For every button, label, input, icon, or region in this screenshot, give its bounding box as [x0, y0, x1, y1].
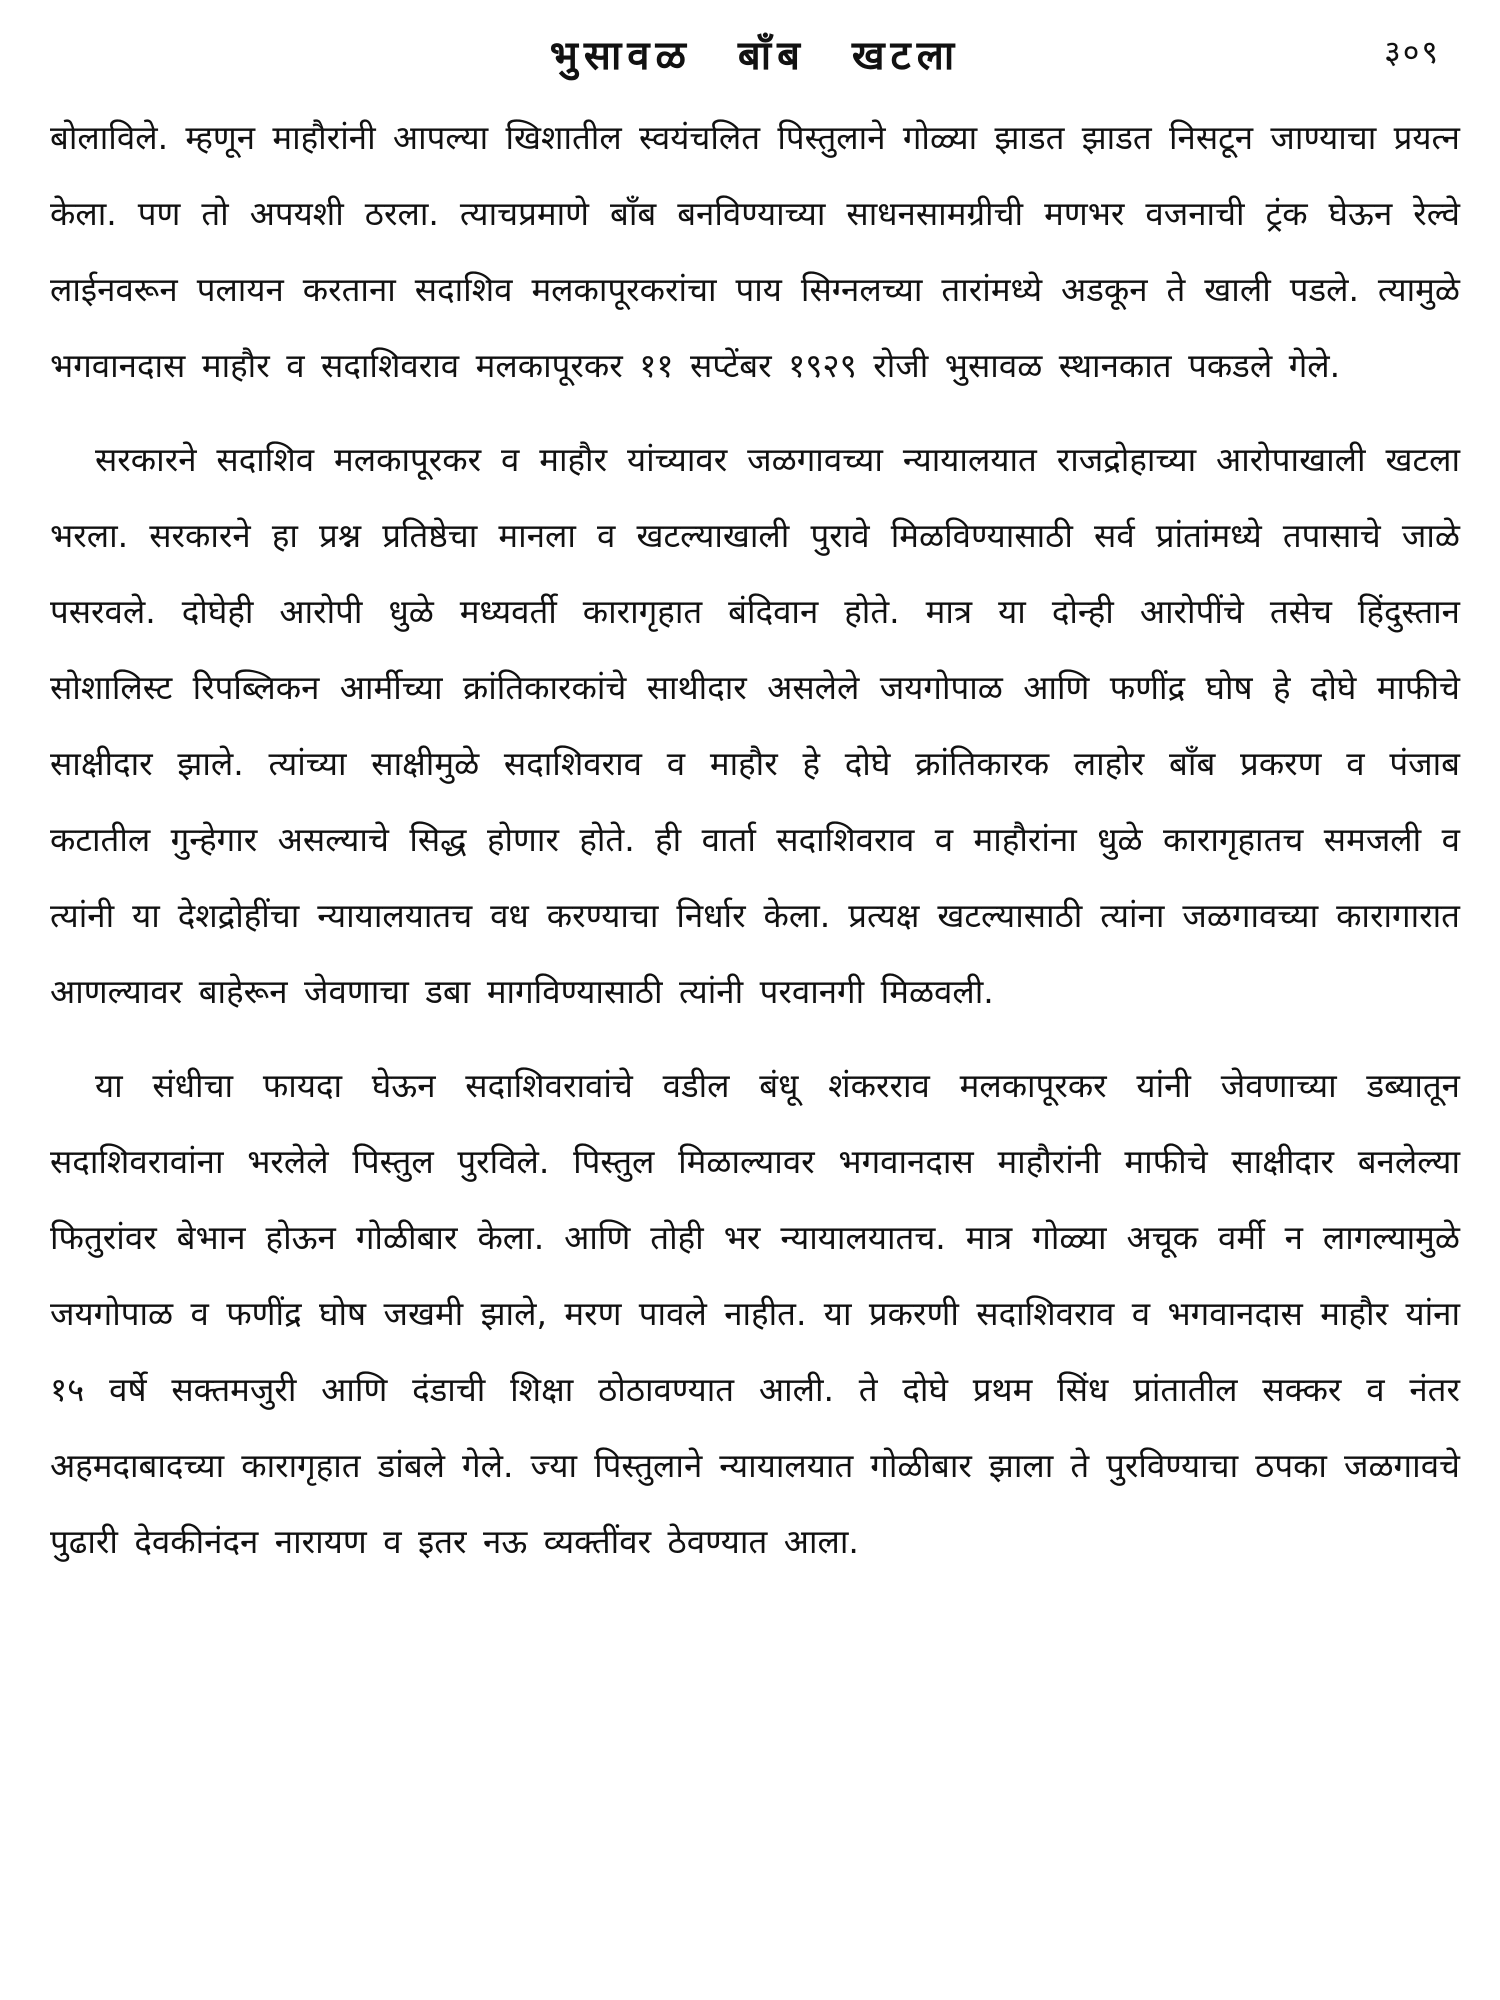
paragraph-2: सरकारने सदाशिव मलकापूरकर व माहौर यांच्यावर जळगावच्या न्यायालयात राजद्रोहाच्या आरोपाखाली खटला भरला. सरकारने हा प्रश्न प्रतिष्ठेचा मानला व खटल्याखाली पुरावे मिळविण्यासाठी सर्व प्रांतांमध्ये तपासाचे जाळे पसरवले. दोघेही आरोपी धुळे मध्यवर्ती कारागृहात बंदिवान होते. मात्र या दोन्ही आरोपींचे तसेच हिंदुस्तान सोशालिस्ट रिपब्लिकन आर्मीच्या क्रांतिकारकांचे साथीदार असलेले जयगोपाळ आणि फणींद्र घोष हे दोघे माफीचे साक्षीदार झाले. त्यांच्या साक्षीमुळे सदाशिवराव व माहौर हे दोघे क्रांतिकारक लाहोर बाँब प्रकरण व पंजाब कटातील गुन्हेगार असल्याचे सिद्ध होणार होते. ही वार्ता सदाशिवराव व माहौरांना धुळे कारागृहातच समजली व त्यांनी या देशद्रोहींचा न्यायालयातच वध करण्याचा निर्धार केला. प्रत्यक्ष खटल्यासाठी त्यांना जळगावच्या कारागारात आणल्यावर बाहेरून जेवणाचा डबा मागविण्यासाठी त्यांनी परवानगी मिळवली. — [50, 440, 1460, 1011]
page-header — [50, 0, 1460, 110]
paragraph-1: बोलाविले. म्हणून माहौरांनी आपल्या खिशातील स्वयंचलित पिस्तुलाने गोळ्या झाडत झाडत निसटून जाण्याचा प्रयत्न केला. पण तो अपयशी ठरला. त्याचप्रमाणे बाँब बनविण्याच्या साधनसामग्रीची मणभर वजनाची ट्रंक घेऊन रेल्वे लाईनवरून पलायन करताना सदाशिव मलकापूरकरांचा पाय सिग्नलच्या तारांमध्ये अडकून ते खाली पडले. त्यामुळे भगवानदास माहौर व सदाशिवराव मलकापूरकर ११ सप्टेंबर १९२९ रोजी भुसावळ स्थानकात पकडले गेले. — [50, 118, 1460, 385]
body-text — [50, 100, 1460, 1580]
running-head-title: भुसावळ बाँब खटला — [549, 33, 961, 79]
page-number: ३०९ — [1384, 33, 1440, 71]
paragraph-3: या संधीचा फायदा घेऊन सदाशिवरावांचे वडील बंधू शंकरराव मलकापूरकर यांनी जेवणाच्या डब्यातून सदाशिवरावांना भरलेले पिस्तुल पुरविले. पिस्तुल मिळाल्यावर भगवानदास माहौरांनी माफीचे साक्षीदार बनलेल्या फितुरांवर बेभान होऊन गोळीबार केला. आणि तोही भर न्यायालयातच. मात्र गोळ्या अचूक वर्मी न लागल्यामुळे जयगोपाळ व फणींद्र घोष जखमी झाले, मरण पावले नाहीत. या प्रकरणी सदाशिवराव व भगवानदास माहौर यांना १५ वर्षे सक्तमजुरी आणि दंडाची शिक्षा ठोठावण्यात आली. ते दोघे प्रथम सिंध प्रांतातील सक्कर व नंतर अहमदाबादच्या कारागृहात डांबले गेले. ज्या पिस्तुलाने न्यायालयात गोळीबार झाला ते पुरविण्याचा ठपका जळगावचे पुढारी देवकीनंदन नारायण व इतर नऊ व्यक्तींवर ठेवण्यात आला. — [50, 1066, 1460, 1561]
